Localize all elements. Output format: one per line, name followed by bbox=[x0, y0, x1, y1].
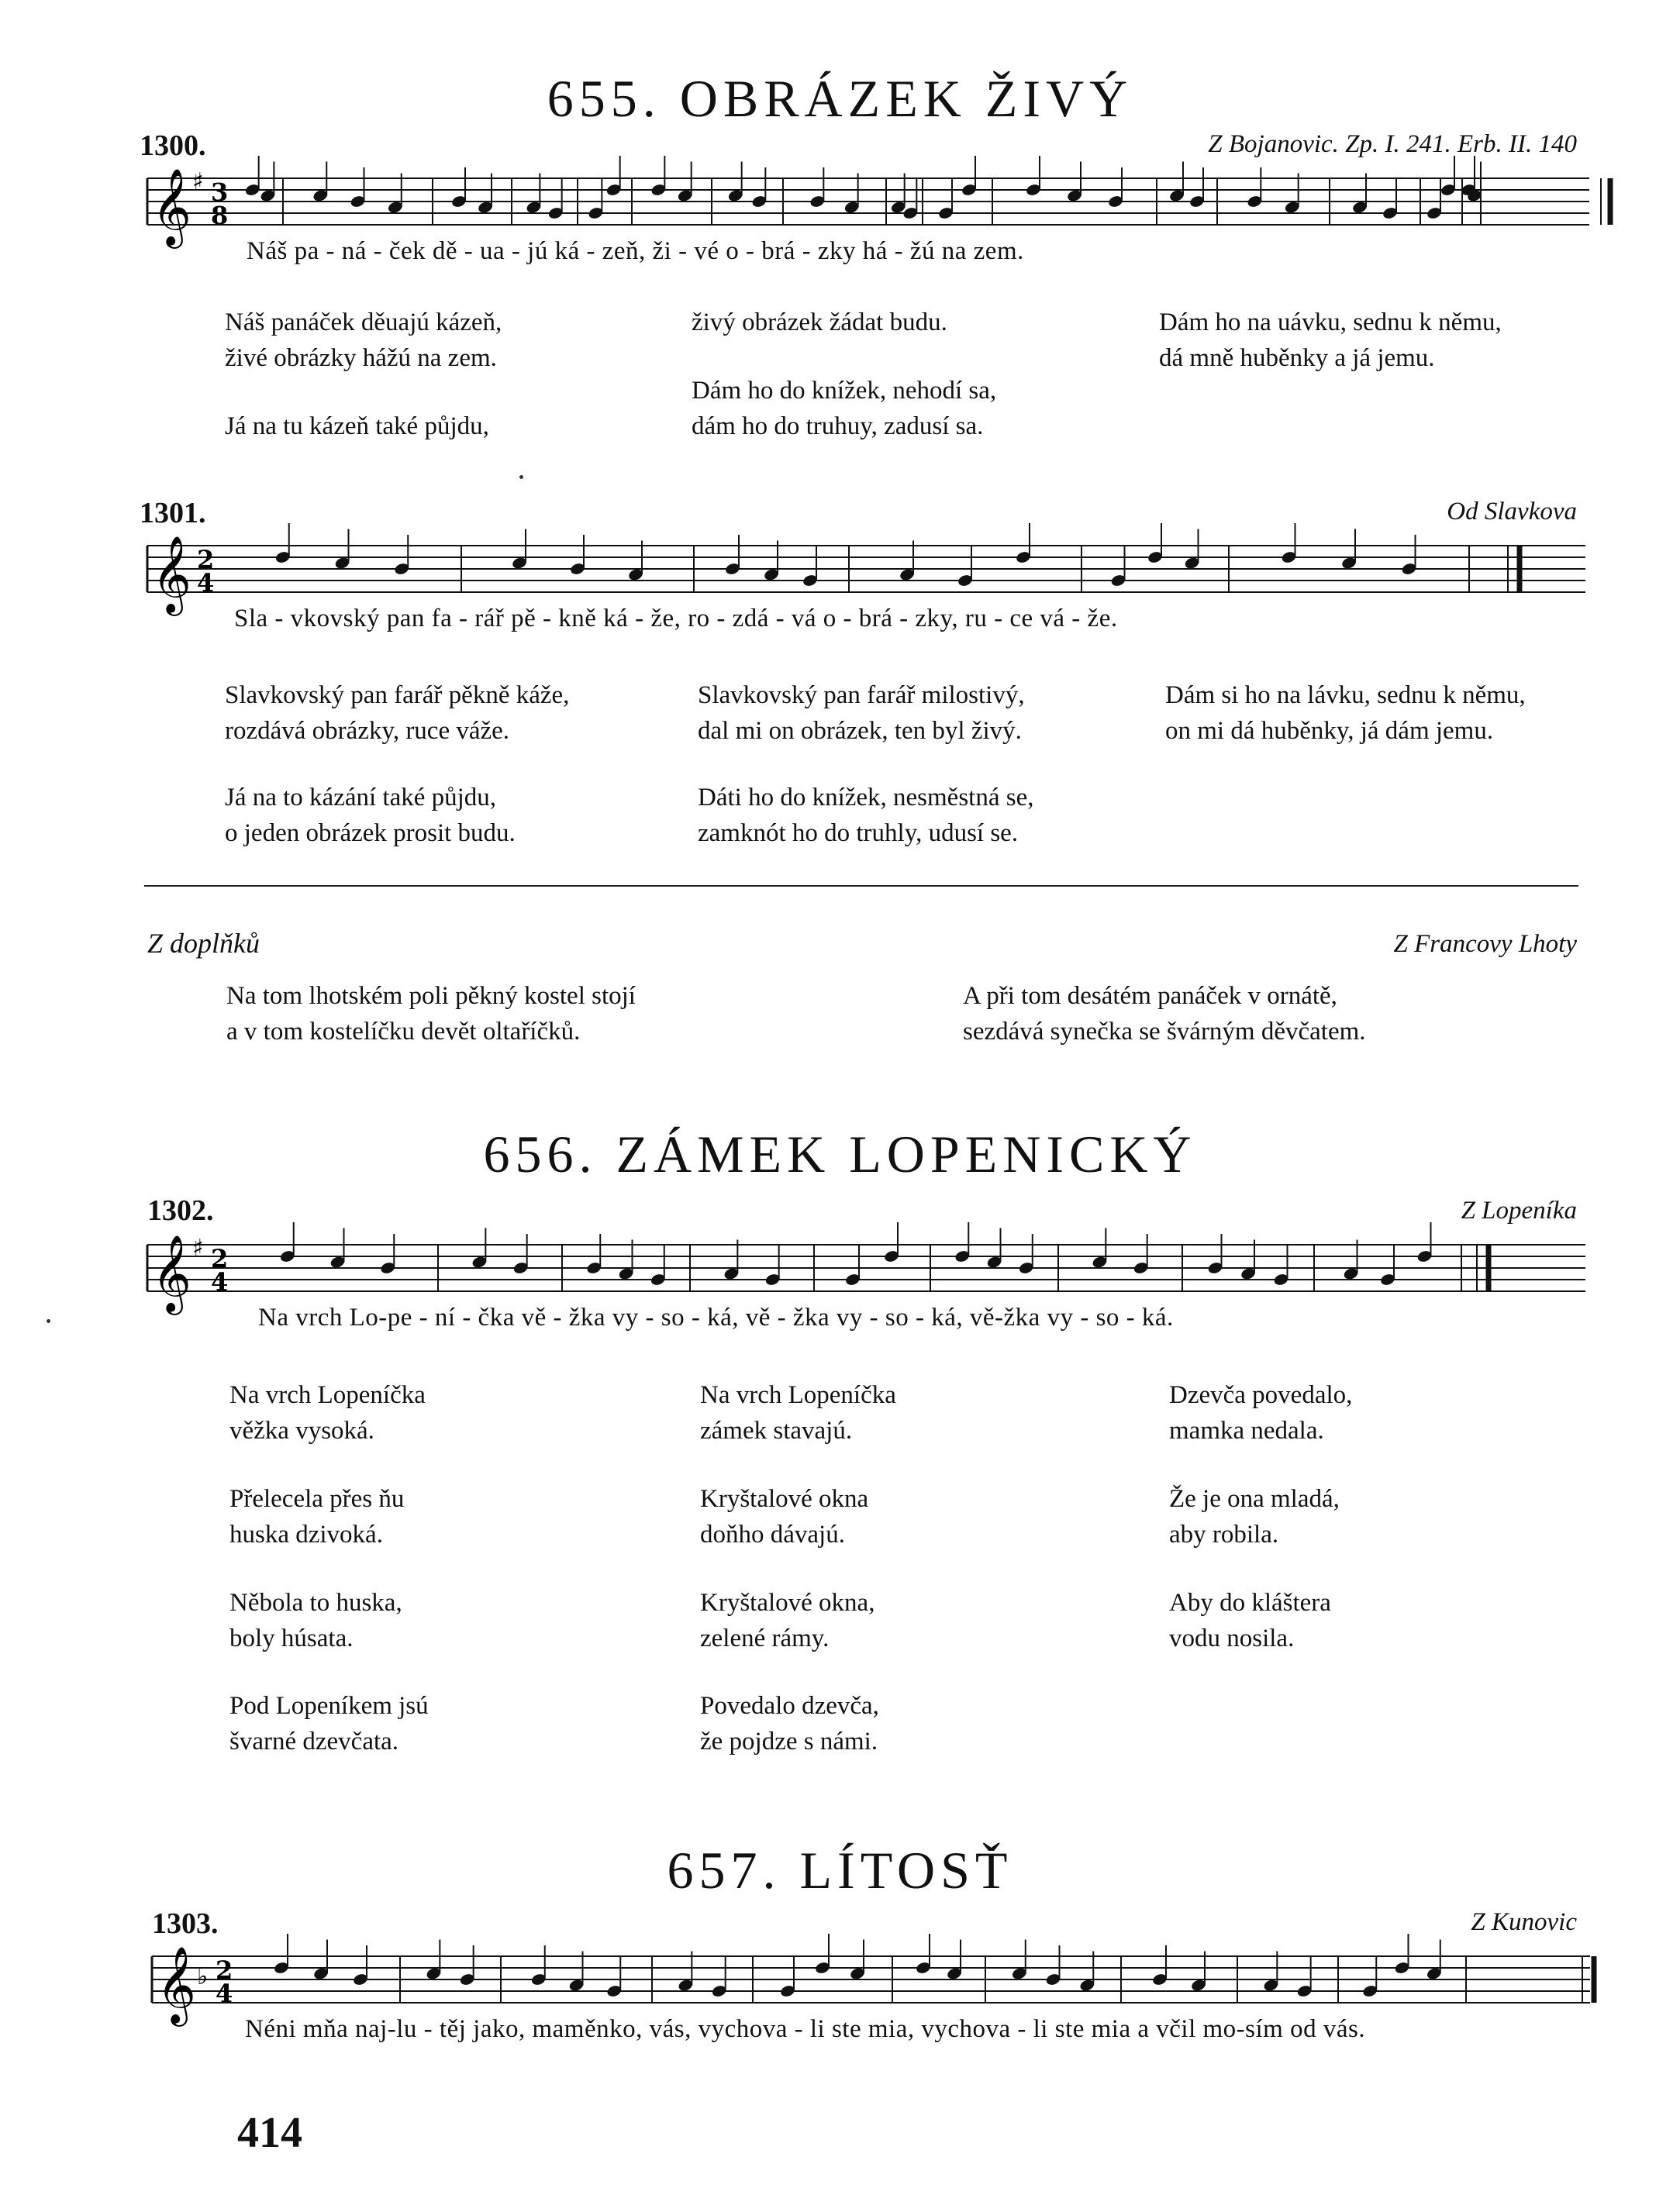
lyrics-underlay-1300: Náš pa - ná - ček dě - ua - jú ká - zeň, ži - vé o - brá - zky há - žú na zem. bbox=[247, 237, 1024, 265]
stanza-1301-1: Slavkovský pan farář pěkně káže, rozdává obrázky, ruce váže. bbox=[225, 681, 570, 745]
stanza-1302-1: Na vrch Lopeníčka věžka vysoká. bbox=[229, 1381, 426, 1445]
stanza-1301-5: Dám si ho na lávku, sednu k němu, on mi dá huběnky, já dám jemu. bbox=[1165, 681, 1526, 745]
time-signature-top: 3 bbox=[211, 177, 229, 207]
stanza-1302-7: Kryštalové okna, zelené rámy. bbox=[700, 1589, 875, 1652]
stanza-1302-2: Přelecela přes ňu huska dzivoká. bbox=[229, 1485, 405, 1549]
stanza-1301-3: Slavkovský pan farář milostivý, dal mi on obrázek, ten byl živý. bbox=[698, 681, 1025, 745]
treble-clef-icon: 𝄞 bbox=[152, 536, 191, 613]
source-1301: Od Slavkova bbox=[1447, 498, 1577, 525]
stanza-1302-6: Kryštalové okna doňho dávajú. bbox=[700, 1485, 869, 1549]
scan-speck bbox=[47, 1319, 50, 1323]
stanza-1302-8: Povedalo dzevča, že pojdze s námi. bbox=[700, 1692, 879, 1755]
supplement-label: Z doplňků bbox=[147, 928, 260, 959]
treble-clef-icon: 𝄞 bbox=[152, 1235, 191, 1312]
stanza-1300-2: Já na tu kázeň také půjdu, bbox=[225, 412, 489, 440]
stanza-1300-1: Náš panáček děuajú kázeň, živé obrázky hážú na zem. bbox=[225, 308, 502, 372]
tune-number-1302: 1302. bbox=[147, 1194, 214, 1227]
song-title-657: 657. LÍTOSŤ bbox=[667, 1841, 1013, 1900]
music-staff-1301 bbox=[147, 536, 1605, 613]
time-signature-top: 2 bbox=[211, 1244, 229, 1273]
time-signature-top: 2 bbox=[197, 545, 215, 574]
song-title-656: 656. ZÁMEK LOPENICKÝ bbox=[483, 1125, 1197, 1184]
stanza-1300-5: Dám ho na uávku, sednu k němu, dá mně huběnky a já jemu. bbox=[1159, 308, 1502, 372]
tune-number-1300: 1300. bbox=[140, 129, 206, 162]
time-signature-bottom: 4 bbox=[197, 568, 215, 598]
stanza-1302-3: Něbola to huska, boly húsata. bbox=[229, 1589, 402, 1652]
scan-speck bbox=[519, 475, 523, 479]
stanza-1301-2: Já na to kázání také půjdu, o jeden obrázek prosit budu. bbox=[225, 784, 516, 847]
key-flat-icon: ♭ bbox=[197, 1963, 209, 1990]
source-1303: Z Kunovic bbox=[1471, 1908, 1577, 1936]
tune-number-1301: 1301. bbox=[140, 497, 206, 529]
stanza-1302-4: Pod Lopeníkem jsú švarné dzevčata. bbox=[229, 1692, 429, 1755]
source-1302: Z Lopeníka bbox=[1461, 1197, 1577, 1225]
stanza-1300-4: Dám ho do knížek, nehodí sa, dám ho do truhuy, zadusí sa. bbox=[692, 377, 997, 440]
stanza-supplement-1: Na tom lhotském poli pěkný kostel stojí a v tom kostelíčku devět oltaříčků. bbox=[226, 982, 636, 1046]
treble-clef-icon: 𝄞 bbox=[157, 1946, 196, 2024]
lyrics-underlay-1301: Sla - vkovský pan fa - rář pě - kně ká - že, ro - zdá - vá o - brá - zky, ru - ce vá - že. bbox=[234, 605, 1118, 632]
time-signature-bottom: 4 bbox=[216, 1979, 233, 2008]
treble-clef-icon: 𝄞 bbox=[152, 168, 191, 246]
section-divider bbox=[144, 885, 1578, 887]
page-number: 414 bbox=[237, 2109, 302, 2157]
stanza-1302-11: Aby do kláštera vodu nosila. bbox=[1169, 1589, 1331, 1652]
stanza-1302-5: Na vrch Lopeníčka zámek stavajú. bbox=[700, 1381, 896, 1445]
lyrics-underlay-1302: Na vrch Lo-pe - ní - čka vě - žka vy - so - ká, vě - žka vy - so - ká, vě-žka vy - so - ká. bbox=[258, 1304, 1174, 1332]
key-sharp-icon: ♯ bbox=[192, 168, 204, 195]
key-sharp-icon: ♯ bbox=[192, 1235, 204, 1262]
music-staff-1302 bbox=[147, 1235, 1605, 1312]
stanza-1301-4: Dáti ho do knížek, nesměstná se, zamknót ho do truhly, udusí se. bbox=[698, 784, 1034, 847]
time-signature-bottom: 8 bbox=[211, 201, 229, 230]
source-supplement: Z Francovy Lhoty bbox=[1393, 930, 1577, 958]
time-signature-top: 2 bbox=[216, 1955, 233, 1985]
stanza-1300-3: živý obrázek žádat budu. bbox=[692, 308, 947, 336]
stanza-1302-10: Že je ona mladá, aby robila. bbox=[1169, 1485, 1340, 1549]
music-staff-1303 bbox=[152, 1946, 1609, 2024]
stanza-1302-9: Dzevča povedalo, mamka nedala. bbox=[1169, 1381, 1353, 1445]
tune-number-1303: 1303. bbox=[152, 1907, 219, 1940]
source-1300: Z Bojanovic. Zp. I. 241. Erb. II. 140 bbox=[1208, 130, 1577, 158]
time-signature-bottom: 4 bbox=[211, 1267, 229, 1297]
music-staff-1300 bbox=[147, 168, 1605, 246]
lyrics-underlay-1303: Néni mňa naj-lu - těj jako, maměnko, vás, vychova - li ste mia, vychova - li ste mia a včil mo-sím od vás. bbox=[245, 2015, 1366, 2043]
song-title-655: 655. OBRÁZEK ŽIVÝ bbox=[547, 69, 1133, 128]
stanza-supplement-2: A při tom desátém panáček v ornátě, sezdává synečka se švárným děvčatem. bbox=[963, 982, 1366, 1046]
